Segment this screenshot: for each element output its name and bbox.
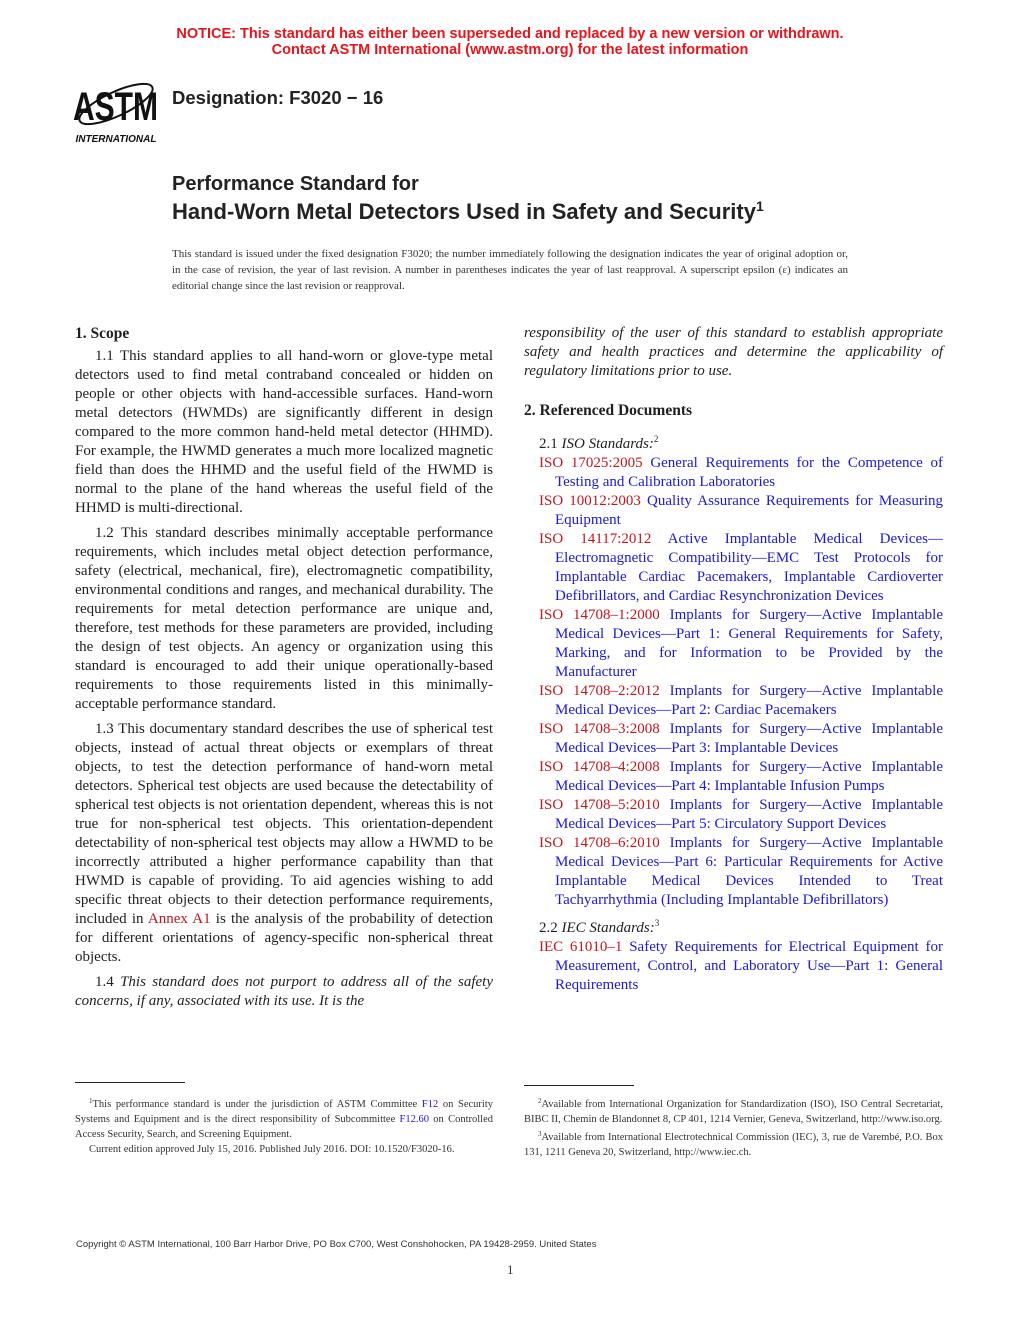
para-1-3: 1.3 This documentary standard describes the use of spherical test objects, instead of actual threat objects or exemplars of threat objects, to test the detection performance of hand-worn metal detectors. Spherical test objects are used because the detectability of spherical test objects is not orientation dependent, whereas this is not true for non-spherical test objects. This orientation-dependent detectability of non-spherical test objects may allow a HWMD to be incorrectly attributed a higher performance capability than that HWMD is capable of providing. To aid agencies wishing to add specific threat objects to their detection performance requirements, included in Annex A1 is the analysis of the probability of detection for different orientations of agency-specific non-spherical threat objects. (75, 721, 493, 965)
page-number: 1 (507, 1262, 514, 1277)
issuance-note: This standard is issued under the fixed designation F3020; the number immediately following the designation indicates the year of original adoption or, in the case of revision, the year of last revision. A number in parentheses indicates the year of last reapproval. A superscript epsilon (ε) indicates an editorial change since the last revision or reapproval. (172, 248, 848, 292)
astm-logo-icon (66, 74, 166, 146)
svg-text:INTERNATIONAL: INTERNATIONAL (75, 134, 157, 145)
footnotes-right (524, 1094, 943, 1160)
left-column (75, 324, 493, 1011)
footnote-divider-left (75, 1082, 185, 1083)
subsection-2-2: 2.2 IEC Standards:$^3$ (539, 918, 660, 936)
edition-note: Current edition approved July 15, 2016. Published July 2016. DOI: 10.1520/F3020-16. (89, 1144, 455, 1155)
subcommittee-f12-60-link[interactable]: F12.60 (399, 1114, 429, 1125)
para-1-4: 1.4 This standard does not purport to address all of the safety concerns, if any, associated with its use. It is the (75, 974, 494, 1009)
para-1-1: 1.1 This standard applies to all hand-worn or glove-type metal detectors used to find metal contraband concealed or hidden on people or other objects with hand-accessible surfaces. Hand-worn metal detectors (HWMDs) are significantly different in design compared to the more common hand-held metal detector (HHMD). For example, the HWMD generates a much more localized magnetic field than does the HHMD and the useful field of the HWMD is normal to the plane of the hand whereas the useful field of the HHMD is multi-directional. (75, 348, 493, 516)
ref-item[interactable]: IEC 61010–1 Safety Requirements for Electrical Equipment for Measurement, Control, and Laboratory Use—Part 1: General Requirements (539, 939, 943, 993)
notice-line-2: Contact ASTM International (www.astm.org) for the latest information (271, 42, 749, 58)
ref-item[interactable]: ISO 14708–1:2000 Implants for Surgery—Active Implantable Medical Devices—Part 1: General Requirements for Safety, Marking, and for Information to be Provided by the Manufacturer (539, 607, 943, 680)
title-line-2 (172, 198, 764, 225)
section-2-heading: 2. Referenced Documents (524, 402, 693, 419)
ref-item[interactable]: ISO 14708–3:2008 Implants for Surgery—Active Implantable Medical Devices—Part 3: Implantable Devices (539, 721, 943, 756)
ref-item[interactable]: ISO 10012:2003 Quality Assurance Requirements for Measuring Equipment (539, 493, 943, 528)
section-1-heading: 1. Scope (75, 325, 130, 342)
ref-item[interactable]: ISO 14708–4:2008 Implants for Surgery—Active Implantable Medical Devices—Part 4: Implantable Infusion Pumps (539, 759, 943, 794)
astm-logo (66, 74, 166, 146)
footnotes-left (75, 1094, 493, 1157)
ref-item[interactable]: ISO 14708–2:2012 Implants for Surgery—Active Implantable Medical Devices—Part 2: Cardiac Pacemakers (539, 683, 943, 718)
ref-item[interactable]: ISO 14708–5:2010 Implants for Surgery—Active Implantable Medical Devices—Part 5: Circulatory Support Devices (539, 797, 943, 832)
footnote-divider-right (524, 1085, 634, 1086)
svg-text:ASTM: ASTM (73, 84, 158, 130)
right-column (524, 324, 943, 995)
title-line-1: Performance Standard for (172, 173, 419, 195)
copyright-notice: Copyright © ASTM International, 100 Barr Harbor Drive, PO Box C700, West Conshohocken, PA 19428-2959. United States (76, 1239, 597, 1250)
subsection-2-1: 2.1 ISO Standards:$^2$ (539, 434, 659, 452)
footnote-2: $^2$Available from International Organization for Standardization (ISO), ISO Central Secretariat, BIBC II, Chemin de Blandonnet 8, CP 401, 1214 Vernier, Geneva, Switzerland, http://www.iso.org. (524, 1097, 943, 1125)
title-text: Hand-Worn Metal Detectors Used in Safety and Security (172, 199, 756, 224)
notice-line-1: NOTICE: This standard has either been superseded and replaced by a new version or withdrawn. (176, 26, 844, 42)
footnote-1: $^1$This performance standard is under the jurisdiction of ASTM Committee F12 on Security Systems and Equipment and is the direct responsibility of Subcommittee F12.60 on Controlled Access Security, Search, and Screening Equipment. (75, 1097, 493, 1140)
committee-f12-link[interactable]: F12 (421, 1099, 439, 1110)
withdrawn-notice (0, 26, 1020, 58)
para-1-2: 1.2 This standard describes minimally acceptable performance requirements, which includes metal object detection performance, safety (electrical, mechanical, fire), electromagnetic compatibility, environmental conditions and ranges, and mechanical durability. The requirements for metal detection performance are unique and, therefore, test methods for these parameters are provided, including the design of test objects. An agency or organization using this standard is encouraged to add their unique operationally-based requirements to those requirements listed in this minimally-acceptable performance standard. (75, 525, 493, 712)
ref-item[interactable]: ISO 17025:2005 General Requirements for the Competence of Testing and Calibration Laboratories (539, 455, 944, 490)
para-1-4-continued: responsibility of the user of this standard to establish appropriate safety and health practices and determine the applicability of regulatory limitations prior to use. (524, 325, 943, 379)
footnote-3: $^3$Available from International Electrotechnical Commission (IEC), 3, rue de Varembé, P.O. Box 131, 1211 Geneva 20, Switzerland, http://www.iec.ch. (524, 1130, 943, 1158)
designation: Designation: F3020 − 16 (172, 87, 384, 108)
ref-item[interactable]: ISO 14117:2012 Active Implantable Medical Devices—Electromagnetic Compatibility—EMC Test Protocols for Implantable Cardiac Pacemakers, Implantable Cardioverter Defibrillators, and Cardiac Resynchronization Devices (539, 531, 943, 604)
annex-a1-link[interactable]: Annex A1 (147, 911, 211, 927)
ref-item[interactable]: ISO 14708–6:2010 Implants for Surgery—Active Implantable Medical Devices—Part 6: Particular Requirements for Active Implantable Medical Devices Intended to Treat Tachyarrhythmia (Including Implantable Defibrillators) (539, 835, 943, 908)
title-footnote-mark[interactable]: 1 (755, 198, 764, 214)
